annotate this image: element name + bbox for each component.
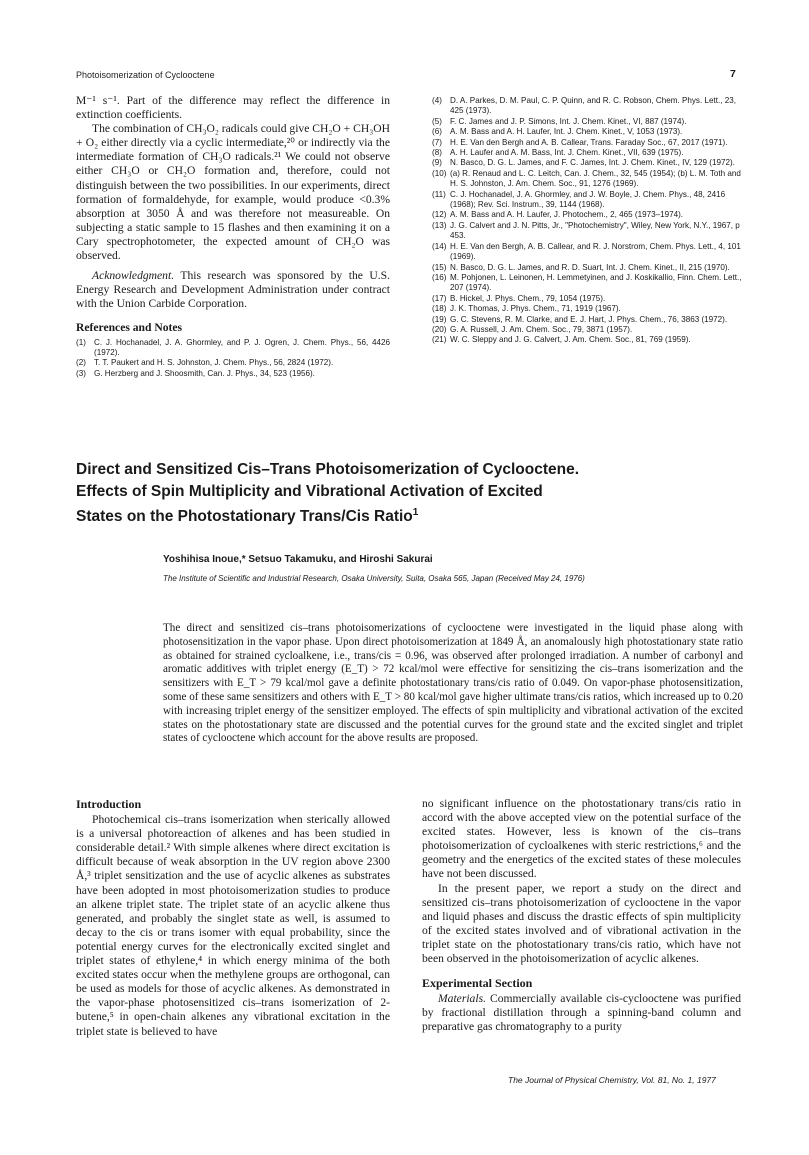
references-list-left: [76, 338, 390, 380]
paragraph: M⁻¹ s⁻¹. Part of the difference may reflect the difference in extinction coefficients.: [76, 94, 390, 122]
reference-text: N. Basco, D. G. L. James, and F. C. James, Int. J. Chem. Kinet., IV, 129 (1972).: [450, 158, 735, 168]
reference-item: [432, 242, 742, 263]
abstract: The direct and sensitized cis–trans photoisomerizations of cyclooctene were investigated in the liquid phase along with photosensitization in the vapor phase. Upon direct photoisomerization at 1849 Å, an anomalously high photostationary state ratio as obtained for strained cycloalkene, i.e., trans/cis = 0.96, was observed after prolonged irradiation. A number of carbonyl and aromatic additives with triplet energy (E_T) > 72 kcal/mol were effective for sensitizing the cis–trans isomerization and the sensitizers with E_T > 79 kcal/mol gave a definite photostationary trans/cis ratio of 0.049. On vapor-phase photosensitization, some of these same sensitizers and others with E_T > 80 kcal/mol gave higher ultimate trans/cis ratios, which increased up to 0.20 with increasing triplet energy of the sensitizer employed. The effects of spin multiplicity and vibrational activation of the excited states on the photostationary state are discussed and the potential curves for the ground state and the excited singlet and triplet states of cyclooctene which account for the above results are proposed.: [163, 622, 743, 745]
right-column: [422, 797, 741, 1035]
reference-text: A. M. Bass and A. H. Laufer, J. Photochem., 2, 465 (1973–1974).: [450, 210, 684, 220]
references-heading: References and Notes: [76, 321, 183, 335]
reference-number: (6): [432, 127, 442, 137]
reference-text: G. C. Stevens, R. M. Clarke, and E. J. Hart, J. Phys. Chem., 76, 3863 (1972).: [450, 314, 728, 324]
reference-item: [432, 158, 742, 168]
reference-number: (2): [76, 358, 86, 368]
reference-number: (21): [432, 335, 447, 345]
reference-number: (18): [432, 304, 447, 314]
reference-text: G. Herzberg and J. Shoosmith, Can. J. Phys., 34, 523 (1956).: [94, 368, 315, 378]
reference-number: (14): [432, 241, 447, 251]
affiliation: The Institute of Scientific and Industrial Research, Osaka University, Suita, Osaka 565, Japan (Received May 24, 1976): [163, 574, 585, 583]
reference-number: (8): [432, 148, 442, 158]
paragraph: The combination of CH₃O₂ radicals could give CH₂O + CH₃OH + O₂ either directly via a cyclic intermediate,²⁰ or indirectly via the intermediate formation of CH₃O radicals.²¹ We could not observe either CH₃O or CH₂O formation and, therefore, could not distinguish between the two possibilities. In our experiments, direct formation of formaldehyde, for example, would produce <0.3% absorption at 3050 Å and was therefore not measureable. On subjecting a static sample to 15 flashes and then examining it on a Cary spectrophotometer, the expected amount of CH₂O was observed.: [76, 122, 391, 263]
reference-number: (9): [432, 158, 442, 168]
previous-article-conclusion: [76, 94, 390, 379]
reference-text: A. M. Bass and A. H. Laufer, Int. J. Chem. Kinet., V, 1053 (1973).: [450, 127, 683, 137]
reference-text: H. E. Van den Bergh, A. B. Callear, and R. J. Norstrom, Chem. Phys. Lett., 4, 101 (1969).: [450, 241, 741, 262]
paragraph-text: Commercially available cis-cyclooctene was purified by fractional distillation through a spinning-band column and preparative gas chromatography to a purity: [422, 992, 741, 1034]
reference-number: (1): [76, 337, 86, 347]
reference-item: [432, 117, 742, 127]
title-line: [76, 502, 756, 528]
reference-item: [432, 221, 742, 242]
reference-text: J. K. Thomas, J. Phys. Chem., 71, 1919 (1967).: [450, 304, 621, 314]
introduction-section: [76, 797, 390, 1039]
reference-number: (4): [432, 96, 442, 105]
reference-number: (15): [432, 262, 447, 272]
reference-text: B. Hickel, J. Phys. Chem., 79, 1054 (1975).: [450, 293, 606, 303]
section-heading: Introduction: [76, 797, 142, 811]
reference-text: F. C. James and J. P. Simons, Int. J. Chem. Kinet., VI, 887 (1974).: [450, 116, 687, 126]
reference-item: [76, 358, 390, 368]
reference-text: (a) R. Renaud and L. C. Leitch, Can. J. Chem., 32, 545 (1954); (b) L. M. Toth and H. S. Johnston, J. Am. Chem. Soc., 91, 1276 (1969).: [450, 168, 741, 189]
section-heading: Experimental Section: [422, 976, 533, 991]
paragraph: In the present paper, we report a study on the direct and sensitized cis–trans photoisomerization of cyclooctene in the vapor and liquid phases and discuss the drastic effects of spin multiplicity of the excited states involved and of vibrational activation in the triplet state on the photostationary trans/cis ratio, which have not been observed in the photoisomerization of acyclic alkenes.: [422, 881, 741, 966]
reference-text: J. G. Calvert and J. N. Pitts, Jr., "Photochemistry", Wiley, New York, N.Y., 1967, p 453.: [450, 220, 740, 241]
reference-text: H. E. Van den Bergh and A. B. Callear, Trans. Faraday Soc., 67, 2017 (1971).: [450, 137, 728, 147]
reference-item: [432, 138, 742, 148]
reference-text: M. Pohjonen, L. Leinonen, H. Lemmetyinen, and J. Koskikallio, Finn. Chem. Lett., 207 (1974).: [450, 272, 742, 293]
references-list-right: [432, 96, 742, 346]
reference-number: (12): [432, 210, 447, 220]
reference-number: (5): [432, 116, 442, 126]
reference-text: T. T. Paukert and H. S. Johnston, J. Chem. Phys., 56, 2824 (1972).: [94, 358, 334, 368]
acknowledgment-label: Acknowledgment.: [92, 269, 175, 283]
title-line: Effects of Spin Multiplicity and Vibrational Activation of Excited: [76, 482, 543, 500]
reference-text: G. A. Russell, J. Am. Chem. Soc., 79, 3871 (1957).: [450, 324, 633, 334]
reference-item: [432, 210, 742, 220]
journal-footer: The Journal of Physical Chemistry, Vol. 81, No. 1, 1977: [508, 1075, 716, 1085]
reference-item: [432, 96, 742, 117]
reference-number: (13): [432, 220, 447, 230]
reference-item: [432, 325, 742, 335]
reference-item: [432, 127, 742, 137]
paragraph: Photochemical cis–trans isomerization when sterically allowed is a universal photoreaction of alkenes and has been studied in considerable detail.² With simple alkenes where direct excitation is difficult because of weak absorption in the UV region above 2300 Å,³ triplet sensitization and the use of acyclic alkenes as substrates have been adopted in most photoisomerization studies to produce an alkene triplet state. The triplet state of an acyclic alkene thus generated, and probably the singlet state as well, is assumed to decay to the cis or trans isomer with equal probability, since the potential energy curves for the electronically excited singlet and triplet states of ethylene,⁴ in which energy minima of the both excited states occur when the methylene groups are orthogonal, can be used as models for those of acyclic alkenes. As demonstrated in the vapor-phase photosensitized cis–trans isomerization of 2-butene,⁵ in open-chain alkenes any vibrational excitation in the triplet state is believed to have: [76, 813, 390, 1038]
reference-item: [432, 315, 742, 325]
reference-item: [432, 263, 742, 273]
paragraph: [422, 992, 741, 1034]
reference-number: (7): [432, 137, 442, 147]
reference-number: (17): [432, 293, 447, 303]
paragraph: no significant influence on the photostationary trans/cis ratio in accord with the above accepted view on the potential surface of the excited states. However, less is known of the cis–trans photoisomerization of cycloalkenes with steric restrictions,⁶ and the geometry and the energetics of the excited states of these molecules have not been discussed.: [422, 797, 741, 881]
reference-number: (20): [432, 324, 447, 334]
reference-item: [76, 369, 390, 379]
subsection-label: Materials.: [438, 992, 486, 1006]
reference-item: [432, 304, 742, 314]
authors: Yoshihisa Inoue,* Setsuo Takamuku, and Hiroshi Sakurai: [163, 554, 433, 565]
reference-text: D. A. Parkes, D. M. Paul, C. P. Quinn, and R. C. Robson, Chem. Phys. Lett., 23, 425 (1973).: [450, 96, 736, 116]
title-footnote-mark: 1: [412, 507, 419, 518]
reference-text: N. Basco, D. G. L. James, and R. D. Suart, Int. J. Chem. Kinet., II, 215 (1970).: [450, 262, 730, 272]
acknowledgment-text: This research was sponsored by the U.S. Energy Research and Development Administration under contract with the Union Carbide Corporation.: [76, 269, 390, 311]
reference-number: (10): [432, 168, 447, 178]
reference-number: (19): [432, 314, 447, 324]
reference-item: [432, 190, 742, 211]
reference-text: W. C. Sleppy and J. G. Calvert, J. Am. Chem. Soc., 81, 769 (1959).: [450, 335, 691, 345]
reference-number: (3): [76, 368, 86, 378]
page-number: 7: [730, 68, 736, 80]
title-line: Direct and Sensitized Cis–Trans Photoisomerization of Cyclooctene.: [76, 461, 580, 478]
reference-item: [432, 169, 742, 190]
running-head: Photoisomerization of Cyclooctene: [76, 70, 215, 80]
reference-text: C. J. Hochanadel, J. A. Ghormley, and P. J. Ogren, J. Chem. Phys., 56, 4426 (1972).: [94, 337, 390, 357]
reference-item: [432, 294, 742, 304]
article-title: [76, 459, 756, 528]
reference-text: A. H. Laufer and A. M. Bass, Int. J. Chem. Kinet., VII, 639 (1975).: [450, 148, 684, 158]
reference-number: (16): [432, 272, 447, 282]
reference-item: [76, 338, 390, 359]
reference-item: [432, 273, 742, 294]
reference-item: [432, 335, 742, 345]
reference-item: [432, 148, 742, 158]
reference-text: C. J. Hochanadel, J. A. Ghormley, and J. W. Boyle, J. Chem. Phys., 48, 2416 (1968); Rev. Sci. Instrum., 39, 1144 (1968).: [450, 189, 726, 210]
title-line-text: States on the Photostationary Trans/Cis Ratio: [76, 508, 413, 526]
reference-number: (11): [432, 189, 446, 199]
acknowledgment: [76, 269, 390, 311]
